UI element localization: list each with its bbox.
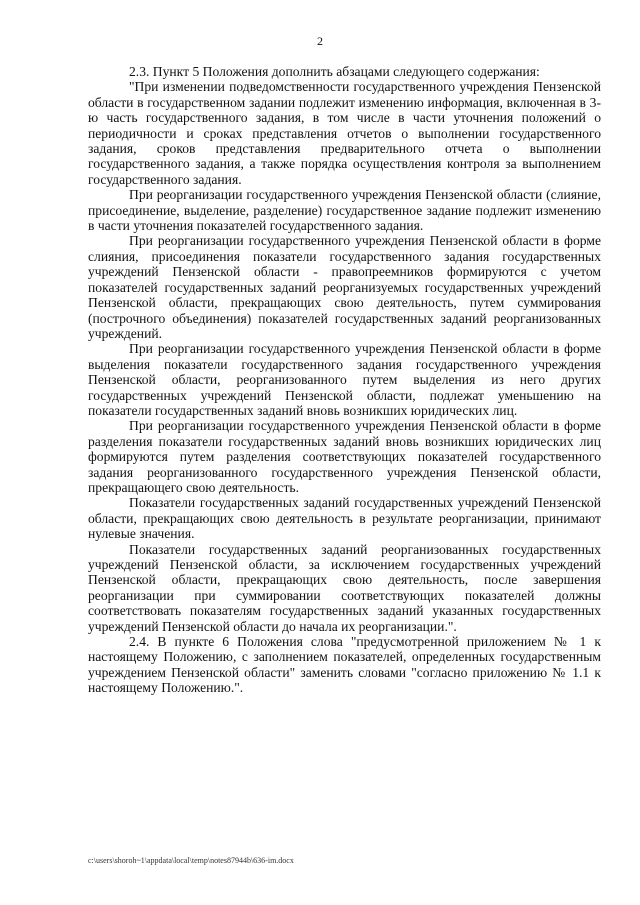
paragraph-2-3-heading: 2.3. Пункт 5 Положения дополнить абзацами следующего содержания:	[129, 64, 540, 79]
paragraph-reorganization-division: При реорганизации государственного учреждения Пензенской области в форме разделения показатели государственных заданий вновь возникших юридических лиц формируются путем разделения соответствующих показателей государственного задания реорганизованного государственного учреждения Пензенской области, прекращающего свою деятельность.	[88, 418, 601, 495]
page-number: 2	[317, 34, 323, 48]
paragraph-reorganization-spin-off: При реорганизации государственного учреждения Пензенской области в форме выделения показатели государственного задания государственного учреждения Пензенской области, реорганизованного путем выделения из него других государственных учреждений Пензенской области, подлежат уменьшению на показатели государственных заданий вновь возникших юридических лиц.	[88, 341, 601, 418]
paragraph-reorganization-general: При реорганизации государственного учреждения Пензенской области (слияние, присоединение, выделение, разделение) государственное задание подлежит изменению в части уточнения показателей государственного задания.	[88, 187, 601, 234]
paragraph-subordination-change: "При изменении подведомственности государственного учреждения Пензенской области в государственном задании подлежит изменению информация, включенная в 3-ю часть государственного задания, в том числе в части уточнения положений о периодичности и сроках представления отчетов о выполнении государственного задания, сроков представления предварительного отчета о выполнении государственного задания, а также порядка осуществления контроля за выполнением государственного задания.	[88, 79, 601, 187]
document-body	[88, 64, 601, 696]
paragraph-2-4-amendment: 2.4. В пункте 6 Положения слова "предусмотренной приложением № 1 к настоящему Положению, с заполнением показателей, определенных государственным учреждением Пензенской области" заменить словами "согласно приложению № 1.1 к настоящему Положению.".	[88, 634, 601, 696]
footer-file-path: c:\users\shoroh~1\appdata\local\temp\notes87944b\636-im.docx	[88, 856, 294, 865]
paragraph-post-reorganization: Показатели государственных заданий реорганизованных государственных учреждений Пензенской области, за исключением государственных учреждений Пензенской области, прекращающих свою деятельность, после завершения реорганизации при суммировании соответствующих показателей должны соответствовать показателям государственных заданий указанных государственных учреждений Пензенской области до начала их реорганизации.".	[88, 541, 601, 634]
paragraph-zero-values: Показатели государственных заданий государственных учреждений Пензенской области, прекращающих свою деятельность в результате реорганизации, принимают нулевые значения.	[88, 495, 601, 542]
paragraph-reorganization-merger: При реорганизации государственного учреждения Пензенской области в форме слияния, присоединения показатели государственного задания государственных учреждений Пензенской области - правопреемников формируются с учетом показателей государственных заданий реорганизуемых государственных учреждений Пензенской области, прекращающих свою деятельность, путем суммирования (построчного объединения) показателей государственных заданий реорганизованных учреждений.	[88, 233, 601, 341]
